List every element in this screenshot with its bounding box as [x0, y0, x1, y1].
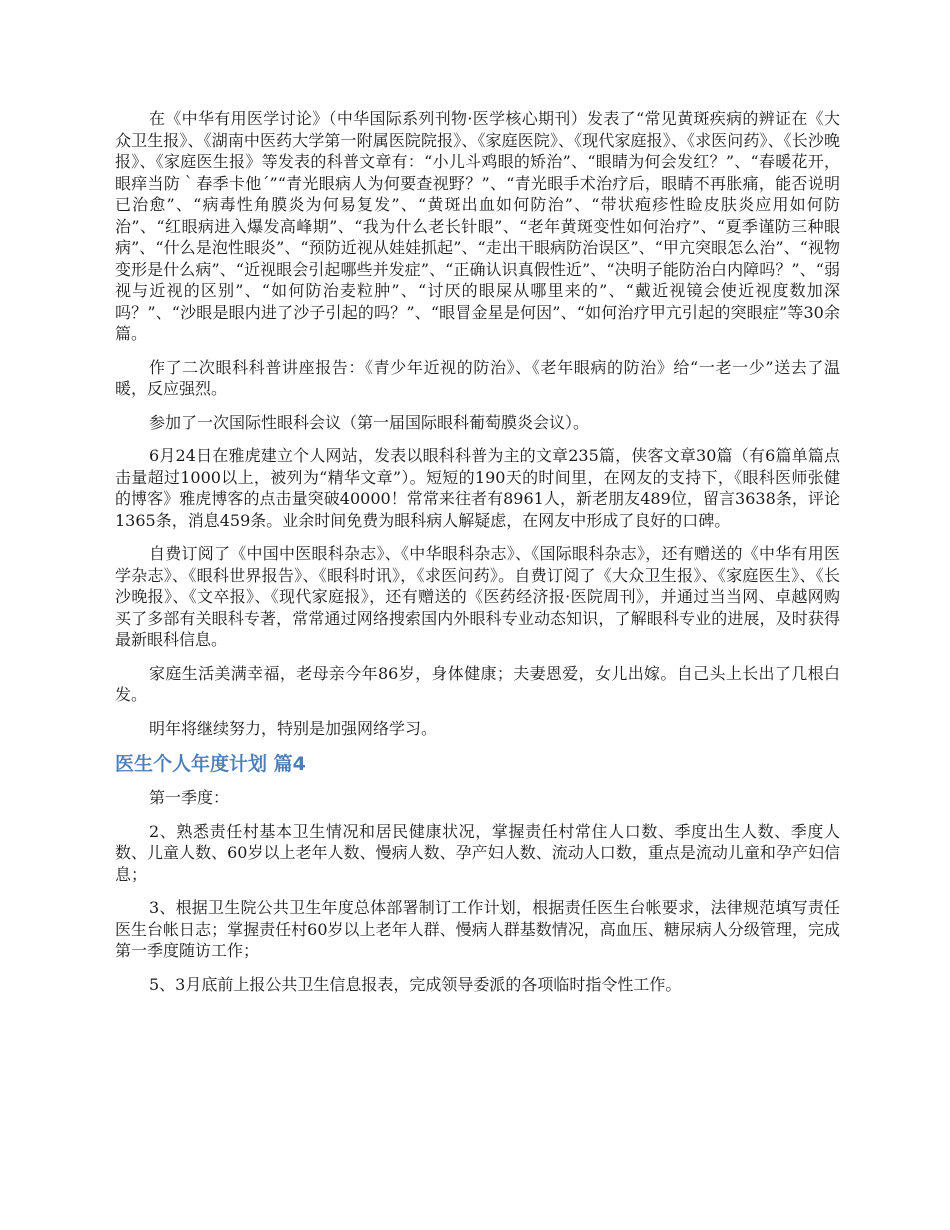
paragraph-next-year: 明年将继续努力，特别是加强网络学习。: [149, 718, 438, 738]
paragraph-publications: 在《中华有用医学讨论》（中华国际系列刊物·医学核心期刊）发表了“常见黄斑疾病的辨证在《大众卫生报》、《湖南中医药大学第一附属医院院报》、《家庭医院》、《现代家庭报》、《求医问药》、《长沙晚报》、《家庭医生报》等发表的科普文章有：“小儿斗鸡眼的矫治”、“眼睛为何会发红？”、“春暖花开，眼痒当防｀春季卡他´”“青光眼病人为何要查视野？”、“青光眼手术治疗后，眼睛不再胀痛，能否说明已治愈”、“病毒性角膜炎为何易复发”、“黄斑出血如何防治”、“带状疱疹性睑皮肤炎应用如何防治”、“红眼病进入爆发高峰期”、“我为什么老长针眼”、“老年黄斑变性如何治疗”、“夏季谨防三种眼病”、“什么是泡性眼炎”、“预防近视从娃娃抓起”、“走出干眼病防治误区”、“甲亢突眼怎么治”、“视物变形是什么病”、“近视眼会引起哪些并发症”、“正确认识真假性近”、“决明子能防治白内障吗？”、“弱视与近视的区别”、“如何防治麦粒肿”、“讨厌的眼屎从哪里来的”、“戴近视镜会使近视度数加深吗？”、“沙眼是眼内进了沙子引起的吗？”、“眼冒金星是何因”、“如何治疗甲亢引起的突眼症”等30余篇。: [115, 109, 840, 343]
paragraph-lectures: 作了二次眼科科普讲座报告：《青少年近视的防治》、《老年眼病的防治》给“一老一少”送去了温暖，反应强烈。: [115, 357, 840, 398]
paragraph-family: 家庭生活美满幸福，老母亲今年86岁，身体健康；夫妻恩爱，女儿出嫁。自己头上长出了几根白发。: [115, 663, 840, 704]
paragraph-item-3: 3、根据卫生院公共卫生年度总体部署制订工作计划，根据责任医生台帐要求，法律规范填写责任医生台帐日志；掌握责任村60岁以上老年人群、慢病人群基数情况，高血压、糖尿病人分级管理，完成第一季度随访工作；: [115, 898, 840, 960]
paragraph-website: 6月24日在雅虎建立个人网站，发表以眼科科普为主的文章235篇，侠客文章30篇（有6篇单篇点击量超过1000以上，被列为“精华文章”）。短短的190天的时间里，在网友的支持下，《眼科医师张健的博客》雅虎博客的点击量突破40000！常常来往者有8961人，新老朋友489位，留言3638条，评论1365条，消息459条。业余时间免费为眼科病人解疑虑，在网友中形成了良好的口碑。: [115, 446, 840, 530]
paragraph-conference: 参加了一次国际性眼科会议（第一届国际眼科葡萄膜炎会议）。: [149, 412, 590, 432]
paragraph-subscriptions: 自费订阅了《中国中医眼科杂志》、《中华眼科杂志》、《国际眼科杂志》，还有赠送的《中华有用医学杂志》、《眼科世界报告》、《眼科时讯》，《求医问药》。自费订阅了《大众卫生报》、《家庭医生》、《长沙晚报》、《文卒报》、《现代家庭报》，还有赠送的《医药经济报·医院周刊》，并通过当当网、卓越网购买了多部有关眼科专著，常常通过网络搜索国内外眼科专业动态知识，了解眼科专业的进展，及时获得最新眼科信息。: [115, 544, 840, 649]
section-heading: 医生个人年度计划 篇4: [115, 753, 306, 775]
paragraph-item-5: 5、3月底前上报公共卫生信息报表，完成领导委派的各项临时指令性工作。: [149, 974, 682, 994]
paragraph-first-quarter: 第一季度：: [149, 788, 230, 807]
paragraph-item-2: 2、熟悉责任村基本卫生情况和居民健康状况，掌握责任村常住人口数、季度出生人数、季度人数、儿童人数、60岁以上老年人数、慢病人数、孕产妇人数、流动人口数，重点是流动儿童和孕产妇信息；: [115, 821, 840, 884]
document-page: [115, 108, 840, 1007]
